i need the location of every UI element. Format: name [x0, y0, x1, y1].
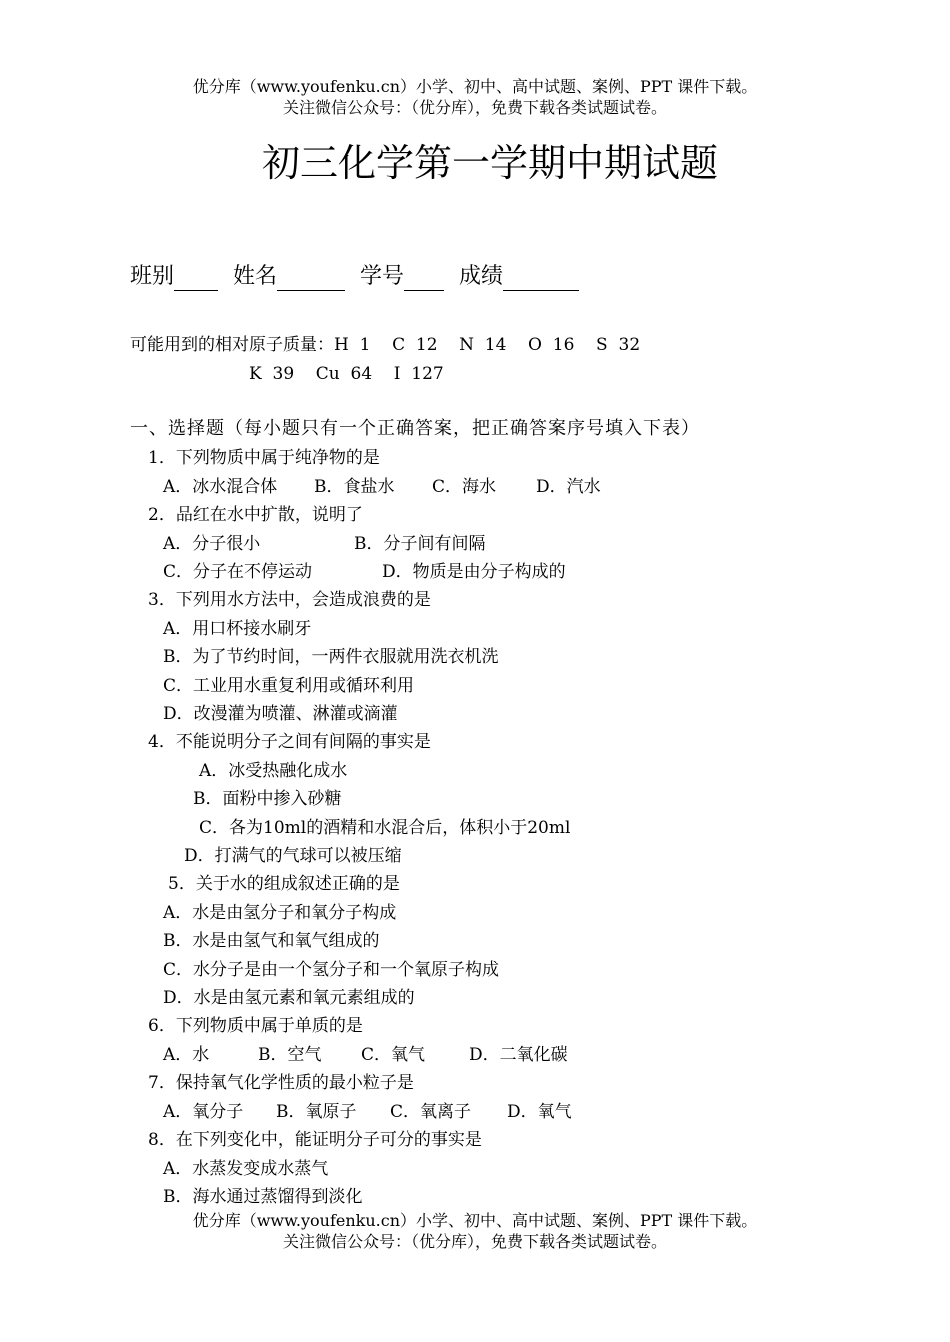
option-c: C．氧气	[361, 1045, 426, 1065]
option-c: C．工业用水重复利用或循环利用	[163, 676, 415, 696]
class-label: 班别	[130, 264, 175, 289]
page-title: 初三化学第一学期中期试题	[261, 141, 718, 185]
name-label: 姓名	[233, 264, 278, 289]
atomic-mass-values-2: K 39 Cu 64 I 127	[249, 364, 444, 384]
option-a: A．氧分子	[163, 1102, 244, 1122]
option-b: B．水是由氢气和氧气组成的	[163, 931, 380, 951]
option-b: B．氧原子	[276, 1102, 357, 1122]
option-d: D．改漫灌为喷灌、淋灌或滴灌	[163, 704, 398, 724]
question-stem: 4．不能说明分子之间有间隔的事实是	[148, 732, 431, 752]
footer-banner-line2: 关注微信公众号：（优分库），免费下载各类试题试卷。	[282, 1232, 667, 1251]
option-a: A．用口杯接水刷牙	[163, 619, 312, 639]
question-stem: 8．在下列变化中，能证明分子可分的事实是	[148, 1130, 482, 1150]
name-blank	[277, 268, 345, 291]
footer-banner-line1: 优分库（www.youfenku.cn）小学、初中、高中试题、案例、PPT 课件下载。	[192, 1211, 758, 1230]
option-a: A．冰受热融化成水	[199, 761, 348, 781]
question-stem: 2．品红在水中扩散，说明了	[148, 505, 363, 525]
option-a: A．冰水混合体	[163, 477, 278, 497]
section-heading: 一、选择题（每小题只有一个正确答案，把正确答案序号填入下表）	[130, 418, 700, 439]
option-b: B．分子间有间隔	[354, 534, 486, 554]
option-a: A．水是由氢分子和氧分子构成	[163, 903, 397, 923]
option-c: C．海水	[432, 477, 497, 497]
question-stem: 6．下列物质中属于单质的是	[148, 1016, 363, 1036]
option-d: D．打满气的气球可以被压缩	[184, 846, 402, 866]
id-blank	[404, 268, 444, 291]
option-b: B．海水通过蒸馏得到淡化	[163, 1187, 363, 1207]
question-stem: 3．下列用水方法中，会造成浪费的是	[148, 590, 431, 610]
option-a: A．水蒸发变成水蒸气	[163, 1159, 329, 1179]
option-c: C．分子在不停运动	[163, 562, 313, 582]
option-d: D．水是由氢元素和氧元素组成的	[163, 988, 415, 1008]
option-d: D．汽水	[536, 477, 601, 497]
score-label: 成绩	[459, 264, 504, 289]
option-a: A．分子很小	[163, 534, 261, 554]
header-banner-line2: 关注微信公众号：（优分库），免费下载各类试题试卷。	[282, 98, 667, 117]
atomic-mass-line1	[130, 334, 640, 356]
question-stem: 7．保持氧气化学性质的最小粒子是	[148, 1073, 414, 1093]
option-c: C．水分子是由一个氢分子和一个氧原子构成	[163, 960, 500, 980]
option-b: B．食盐水	[314, 477, 395, 497]
atomic-mass-label: 可能用到的相对原子质量：	[130, 335, 334, 355]
question-stem: 5．关于水的组成叙述正确的是	[168, 874, 400, 894]
option-d: D．二氧化碳	[469, 1045, 568, 1065]
option-d: D．物质是由分子构成的	[382, 562, 566, 582]
student-info-row	[130, 263, 587, 291]
option-b: B．空气	[258, 1045, 322, 1065]
id-label: 学号	[360, 264, 405, 289]
option-a: A．水	[163, 1045, 210, 1065]
option-b: B．为了节约时间，一两件衣服就用洗衣机洗	[163, 647, 499, 667]
question-stem: 1．下列物质中属于纯净物的是	[148, 448, 380, 468]
option-b: B．面粉中掺入砂糖	[193, 789, 342, 809]
score-blank	[503, 268, 579, 291]
option-c: C．氧离子	[390, 1102, 472, 1122]
option-c: C．各为10ml的酒精和水混合后，体积小于20ml	[199, 818, 571, 838]
header-banner-line1: 优分库（www.youfenku.cn）小学、初中、高中试题、案例、PPT 课件下载。	[192, 77, 758, 96]
option-d: D．氧气	[507, 1102, 572, 1122]
atomic-mass-values-1: H 1 C 12 N 14 O 16 S 32	[334, 335, 641, 355]
class-blank	[174, 268, 218, 291]
